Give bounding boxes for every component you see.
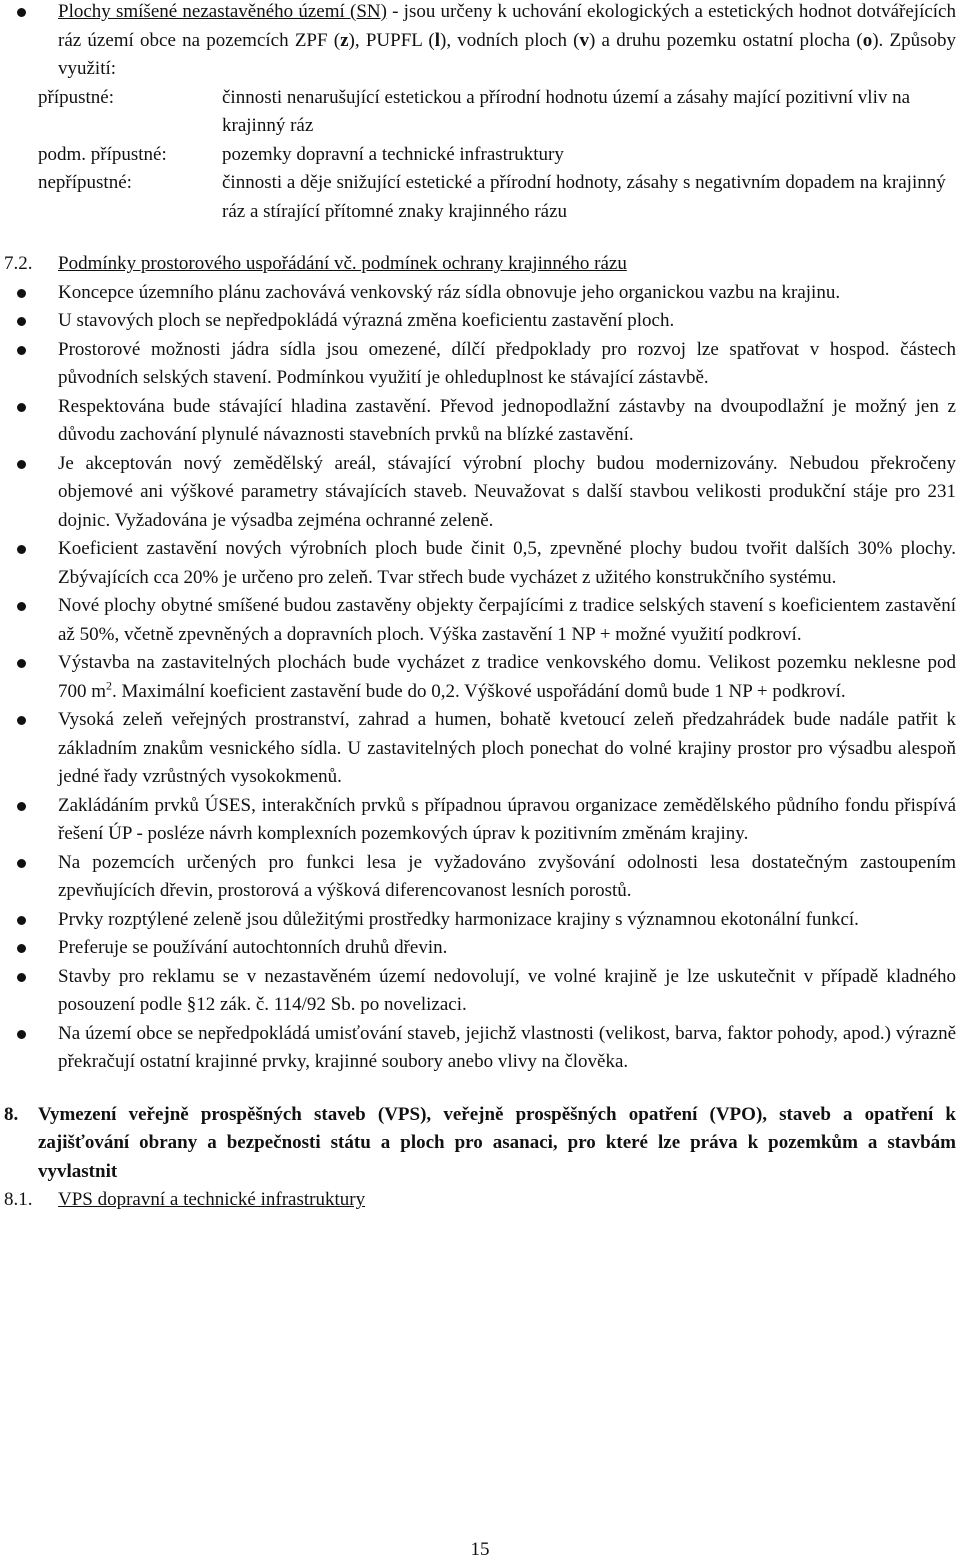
usage-table xyxy=(38,84,960,227)
bullet-icon xyxy=(17,545,26,554)
list-item xyxy=(0,849,960,906)
item-text: ) a druhu pozemku ostatní plocha ( xyxy=(589,29,863,51)
list-item-text: . Maximální koeficient zastavění bude do 0,2. Výškové uspořádání domů bude 1 NP + podkroví. xyxy=(112,680,846,702)
list-item-text: Na pozemcích určených pro funkci lesa je vyžadováno zvyšování odolnosti lesa dostatečným zastoupením zpevňujících dřevin, prostorová a výšková diferencovanost lesních porostů. xyxy=(58,851,956,901)
list-item-text: Koeficient zastavění nových výrobních ploch bude činit 0,5, zpevněné plochy budou tvořit dalších 30% plochy. Zbývajících cca 20% je určeno pro zeleň. Tvar střech bude vycházet z užitého konstrukčního systému. xyxy=(58,538,956,588)
bullet-icon xyxy=(17,716,26,725)
usage-label: nepřípustné: xyxy=(38,172,132,193)
list-item xyxy=(0,906,960,935)
usage-text: činnosti a děje snižující estetické a přírodní hodnoty, zásahy s negativním dopadem na krajinný ráz a stírající přítomné znaky krajinného rázu xyxy=(222,172,946,222)
section-number: 7.2. xyxy=(4,253,33,274)
section-heading xyxy=(0,1186,960,1215)
list-item xyxy=(0,279,960,308)
usage-label: podm. přípustné: xyxy=(38,143,167,165)
section-heading xyxy=(0,250,960,279)
usage-row xyxy=(38,169,960,226)
item-text: ), PUPFL ( xyxy=(348,29,435,51)
list-item xyxy=(0,934,960,963)
list-item-text: Vysoká zeleň veřejných prostranství, zahrad a humen, bohatě kvetoucí zeleň předzahrádek bude nadále patřit k základním znakům vesnického sídla. U zastavitelných ploch ponechat do volné krajiny prostor pro výsadbu alespoň jedné řady vzrůstných vysokokmenů. xyxy=(58,709,956,787)
usage-text: činnosti nenarušující estetickou a přírodní hodnotu území a zásahy mající pozitivní vliv na krajinný ráz xyxy=(222,86,911,136)
chapter-title: Vymezení veřejně prospěšných staveb (VPS), veřejně prospěšných opatření (VPO), staveb a opatření k zajišťování obrany a bezpečnosti státu a ploch pro asanaci, pro které lze práva k pozemkům a stavbám vyvlastnit xyxy=(38,1103,956,1182)
bullet-icon xyxy=(17,403,26,412)
section-title: Podmínky prostorového uspořádání vč. podmínek ochrany krajinného rázu xyxy=(58,253,627,274)
list-item-text: Koncepce územního plánu zachovává venkovský ráz sídla obnovuje jeho organickou vazbu na krajinu. xyxy=(58,281,841,303)
chapter-heading xyxy=(0,1101,960,1187)
bullet-icon xyxy=(17,289,26,298)
bullet-icon xyxy=(17,346,26,355)
bullet-icon xyxy=(17,916,26,925)
list-item xyxy=(0,307,960,336)
usage-text: pozemky dopravní a technické infrastruktury xyxy=(222,143,564,165)
list-item xyxy=(0,393,960,450)
usage-label: přípustné: xyxy=(38,86,114,108)
list-item-text: Výstavba na zastavitelných plochách bude vycházet z tradice venkovského domu. Velikost pozemku neklesne pod 700 m xyxy=(58,652,956,702)
code-o: o xyxy=(862,29,873,51)
page-number: 15 xyxy=(470,1539,490,1560)
list-item xyxy=(0,336,960,393)
bullet-icon xyxy=(17,802,26,811)
bullet-icon xyxy=(17,602,26,611)
bullet-icon xyxy=(17,973,26,982)
list-item xyxy=(0,450,960,536)
section-number: 8.1. xyxy=(4,1189,33,1210)
list-item xyxy=(0,649,960,706)
list-item xyxy=(0,0,960,84)
code-l: l xyxy=(434,29,440,51)
code-v: v xyxy=(579,29,589,51)
list-item-text: Prostorové možnosti jádra sídla jsou omezené, dílčí předpoklady pro rozvoj lze spatřovat v hospod. částech původních selských stavení. Podmínkou využití je ohleduplnost ke stávající zástavbě. xyxy=(58,338,956,388)
item-text: ). Způsoby využití: xyxy=(58,29,957,79)
list-item-text: Je akceptován nový zemědělský areál, stávající výrobní plochy budou modernizovány. Nebudou překročeny objemové ani výškové parametry stávajících staveb. Neuvažovat s další stavbou velikosti produkční stáje pro 231 dojnic. Vyžadována je výsadba zejména ochranné zeleně. xyxy=(58,452,956,531)
bullet-icon xyxy=(17,1030,26,1039)
item-text: ), vodních ploch ( xyxy=(440,29,580,51)
bullet-icon xyxy=(17,8,26,17)
list-item-text: U stavových ploch se nepředpokládá výrazná změna koeficientu zastavění ploch. xyxy=(58,310,675,331)
usage-row xyxy=(38,84,960,141)
area-type-title: Plochy smíšené nezastavěného území (SN) xyxy=(58,1,387,22)
bullet-icon xyxy=(17,460,26,469)
list-item-text: Preferuje se používání autochtonních druhů dřevin. xyxy=(58,937,448,958)
list-item-text: Zakládáním prvků ÚSES, interakčních prvků s případnou úpravou organizace zemědělského půdního fondu přispívá řešení ÚP - posléze návrh komplexních pozemkových úprav k pozitivním změnám krajiny. xyxy=(58,794,956,844)
bullet-icon xyxy=(17,944,26,953)
list-item xyxy=(0,706,960,792)
bullet-icon xyxy=(17,317,26,326)
superscript: 2 xyxy=(106,678,113,693)
list-item-text: Nové plochy obytné smíšené budou zastavěny objekty čerpajícími z tradice selských stavení s koeficientem zastavění až 50%, včetně zpevněných a dopravních ploch. Výška zastavění 1 NP + možné využití podkroví. xyxy=(58,595,956,645)
bullet-icon xyxy=(17,659,26,668)
list-item-text: Respektována bude stávající hladina zastavění. Převod jednopodlažní zástavby na dvoupodlažní je možný jen z důvodu zachování plynulé návaznosti stavebních prvků na blízké zastavění. xyxy=(58,395,956,445)
list-item xyxy=(0,535,960,592)
code-z: z xyxy=(340,29,349,51)
list-item-text: Stavby pro reklamu se v nezastavěném území nedovolují, ve volné krajině je lze uskutečnit v případě kladného posouzení podle §12 zák. č. 114/92 Sb. po novelizaci. xyxy=(58,965,956,1015)
usage-row xyxy=(38,141,960,170)
list-item-text: Prvky rozptýlené zeleně jsou důležitými prostředky harmonizace krajiny s významnou ekotonální funkcí. xyxy=(58,908,859,930)
chapter-number: 8. xyxy=(4,1103,19,1125)
list-item xyxy=(0,592,960,649)
section-title: VPS dopravní a technické infrastruktury xyxy=(58,1189,366,1210)
list-item-text: Na území obce se nepředpokládá umisťování staveb, jejichž vlastnosti (velikost, barva, faktor pohody, apod.) výrazně překračují ostatní krajinné prvky, krajinné soubory anebo vlivy na člověka. xyxy=(58,1022,956,1072)
bullet-icon xyxy=(17,859,26,868)
list-item xyxy=(0,963,960,1020)
item-text: - jsou určeny k uchování ekologických a estetických hodnot dotvářejících ráz území obce na pozemcích ZPF ( xyxy=(58,1,956,51)
list-item xyxy=(0,1020,960,1077)
list-item xyxy=(0,792,960,849)
